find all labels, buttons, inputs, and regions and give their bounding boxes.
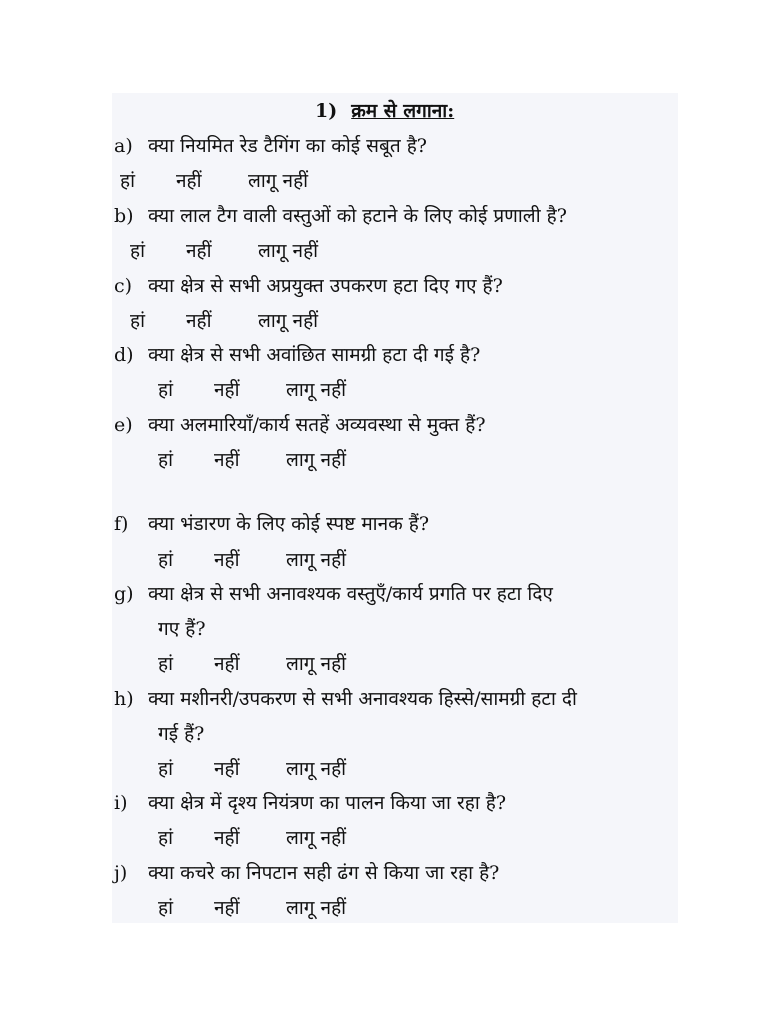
answer-options-g — [158, 652, 346, 676]
question-text: क्या क्षेत्र से सभी अनावश्यक वस्तुएँ/कार्य प्रगति पर हटा दिए — [148, 583, 553, 605]
question-letter: e) — [114, 414, 133, 436]
answer-options-d — [158, 378, 346, 402]
option-yes[interactable]: हां — [158, 653, 174, 675]
option-yes[interactable]: हां — [130, 310, 146, 332]
answer-options-f — [158, 548, 346, 572]
answer-options-e — [158, 448, 346, 472]
answer-options-c — [130, 309, 318, 333]
option-no[interactable]: नहीं — [186, 310, 212, 332]
question-i — [112, 791, 506, 815]
question-j — [112, 861, 499, 885]
question-d — [112, 343, 480, 367]
option-no[interactable]: नहीं — [176, 170, 202, 192]
question-e — [112, 413, 486, 437]
question-letter: i) — [114, 792, 128, 814]
option-yes[interactable]: हां — [158, 758, 174, 780]
option-na[interactable]: लागू नहीं — [258, 310, 319, 332]
option-no[interactable]: नहीं — [214, 827, 240, 849]
option-yes[interactable]: हां — [158, 379, 174, 401]
option-na[interactable]: लागू नहीं — [248, 170, 309, 192]
question-letter: c) — [114, 275, 133, 297]
question-letter: f) — [114, 513, 129, 535]
question-b — [112, 204, 567, 228]
section-title-text: क्रम से लगाना: — [351, 100, 455, 122]
question-text: क्या क्षेत्र से सभी अवांछित सामग्री हटा दी गई है? — [148, 344, 481, 366]
option-na[interactable]: लागू नहीं — [286, 379, 347, 401]
option-yes[interactable]: हां — [158, 827, 174, 849]
question-letter: j) — [114, 862, 128, 884]
option-na[interactable]: लागू नहीं — [286, 897, 347, 919]
question-h-continuation: गई हैं? — [158, 723, 205, 745]
question-text: क्या अलमारियाँ/कार्य सतहें अव्यवस्था से मुक्त हैं? — [148, 414, 486, 436]
question-text: क्या क्षेत्र से सभी अप्रयुक्त उपकरण हटा दिए गए हैं? — [148, 275, 503, 297]
option-na[interactable]: लागू नहीं — [286, 827, 347, 849]
question-text: क्या मशीनरी/उपकरण से सभी अनावश्यक हिस्से/सामग्री हटा दी — [148, 688, 577, 710]
option-na[interactable]: लागू नहीं — [286, 449, 347, 471]
option-no[interactable]: नहीं — [214, 379, 240, 401]
question-text: क्या भंडारण के लिए कोई स्पष्ट मानक हैं? — [148, 513, 430, 535]
option-no[interactable]: नहीं — [214, 449, 240, 471]
question-text: क्या नियमित रेड टैगिंग का कोई सबूत है? — [148, 135, 427, 157]
question-h — [112, 687, 577, 711]
option-yes[interactable]: हां — [158, 549, 174, 571]
checklist-sheet — [112, 93, 678, 923]
answer-options-b — [130, 239, 318, 263]
option-no[interactable]: नहीं — [214, 758, 240, 780]
option-na[interactable]: लागू नहीं — [258, 240, 319, 262]
question-letter: b) — [114, 205, 134, 227]
question-g — [112, 582, 553, 606]
question-letter: d) — [114, 344, 134, 366]
question-letter: h) — [114, 688, 134, 710]
option-na[interactable]: लागू नहीं — [286, 653, 347, 675]
option-na[interactable]: लागू नहीं — [286, 758, 347, 780]
question-text: क्या लाल टैग वाली वस्तुओं को हटाने के लिए कोई प्रणाली है? — [148, 205, 567, 227]
question-a — [112, 134, 427, 158]
option-no[interactable]: नहीं — [214, 653, 240, 675]
option-no[interactable]: नहीं — [214, 897, 240, 919]
option-no[interactable]: नहीं — [214, 549, 240, 571]
question-f — [112, 512, 429, 536]
question-c — [112, 274, 503, 298]
option-yes[interactable]: हां — [120, 170, 136, 192]
answer-options-a — [120, 169, 308, 193]
option-na[interactable]: लागू नहीं — [286, 549, 347, 571]
answer-options-h — [158, 757, 346, 781]
option-no[interactable]: नहीं — [186, 240, 212, 262]
question-letter: a) — [114, 135, 133, 157]
option-yes[interactable]: हां — [158, 897, 174, 919]
section-title — [315, 99, 454, 123]
question-text: क्या क्षेत्र में दृश्य नियंत्रण का पालन किया जा रहा है? — [148, 792, 507, 814]
question-text: क्या कचरे का निपटान सही ढंग से किया जा रहा है? — [148, 862, 500, 884]
option-yes[interactable]: हां — [158, 449, 174, 471]
answer-options-j — [158, 896, 346, 920]
question-letter: g) — [114, 583, 134, 605]
option-yes[interactable]: हां — [130, 240, 146, 262]
question-g-continuation: गए हैं? — [158, 618, 206, 640]
section-number: 1) — [315, 100, 338, 122]
answer-options-i — [158, 826, 346, 850]
